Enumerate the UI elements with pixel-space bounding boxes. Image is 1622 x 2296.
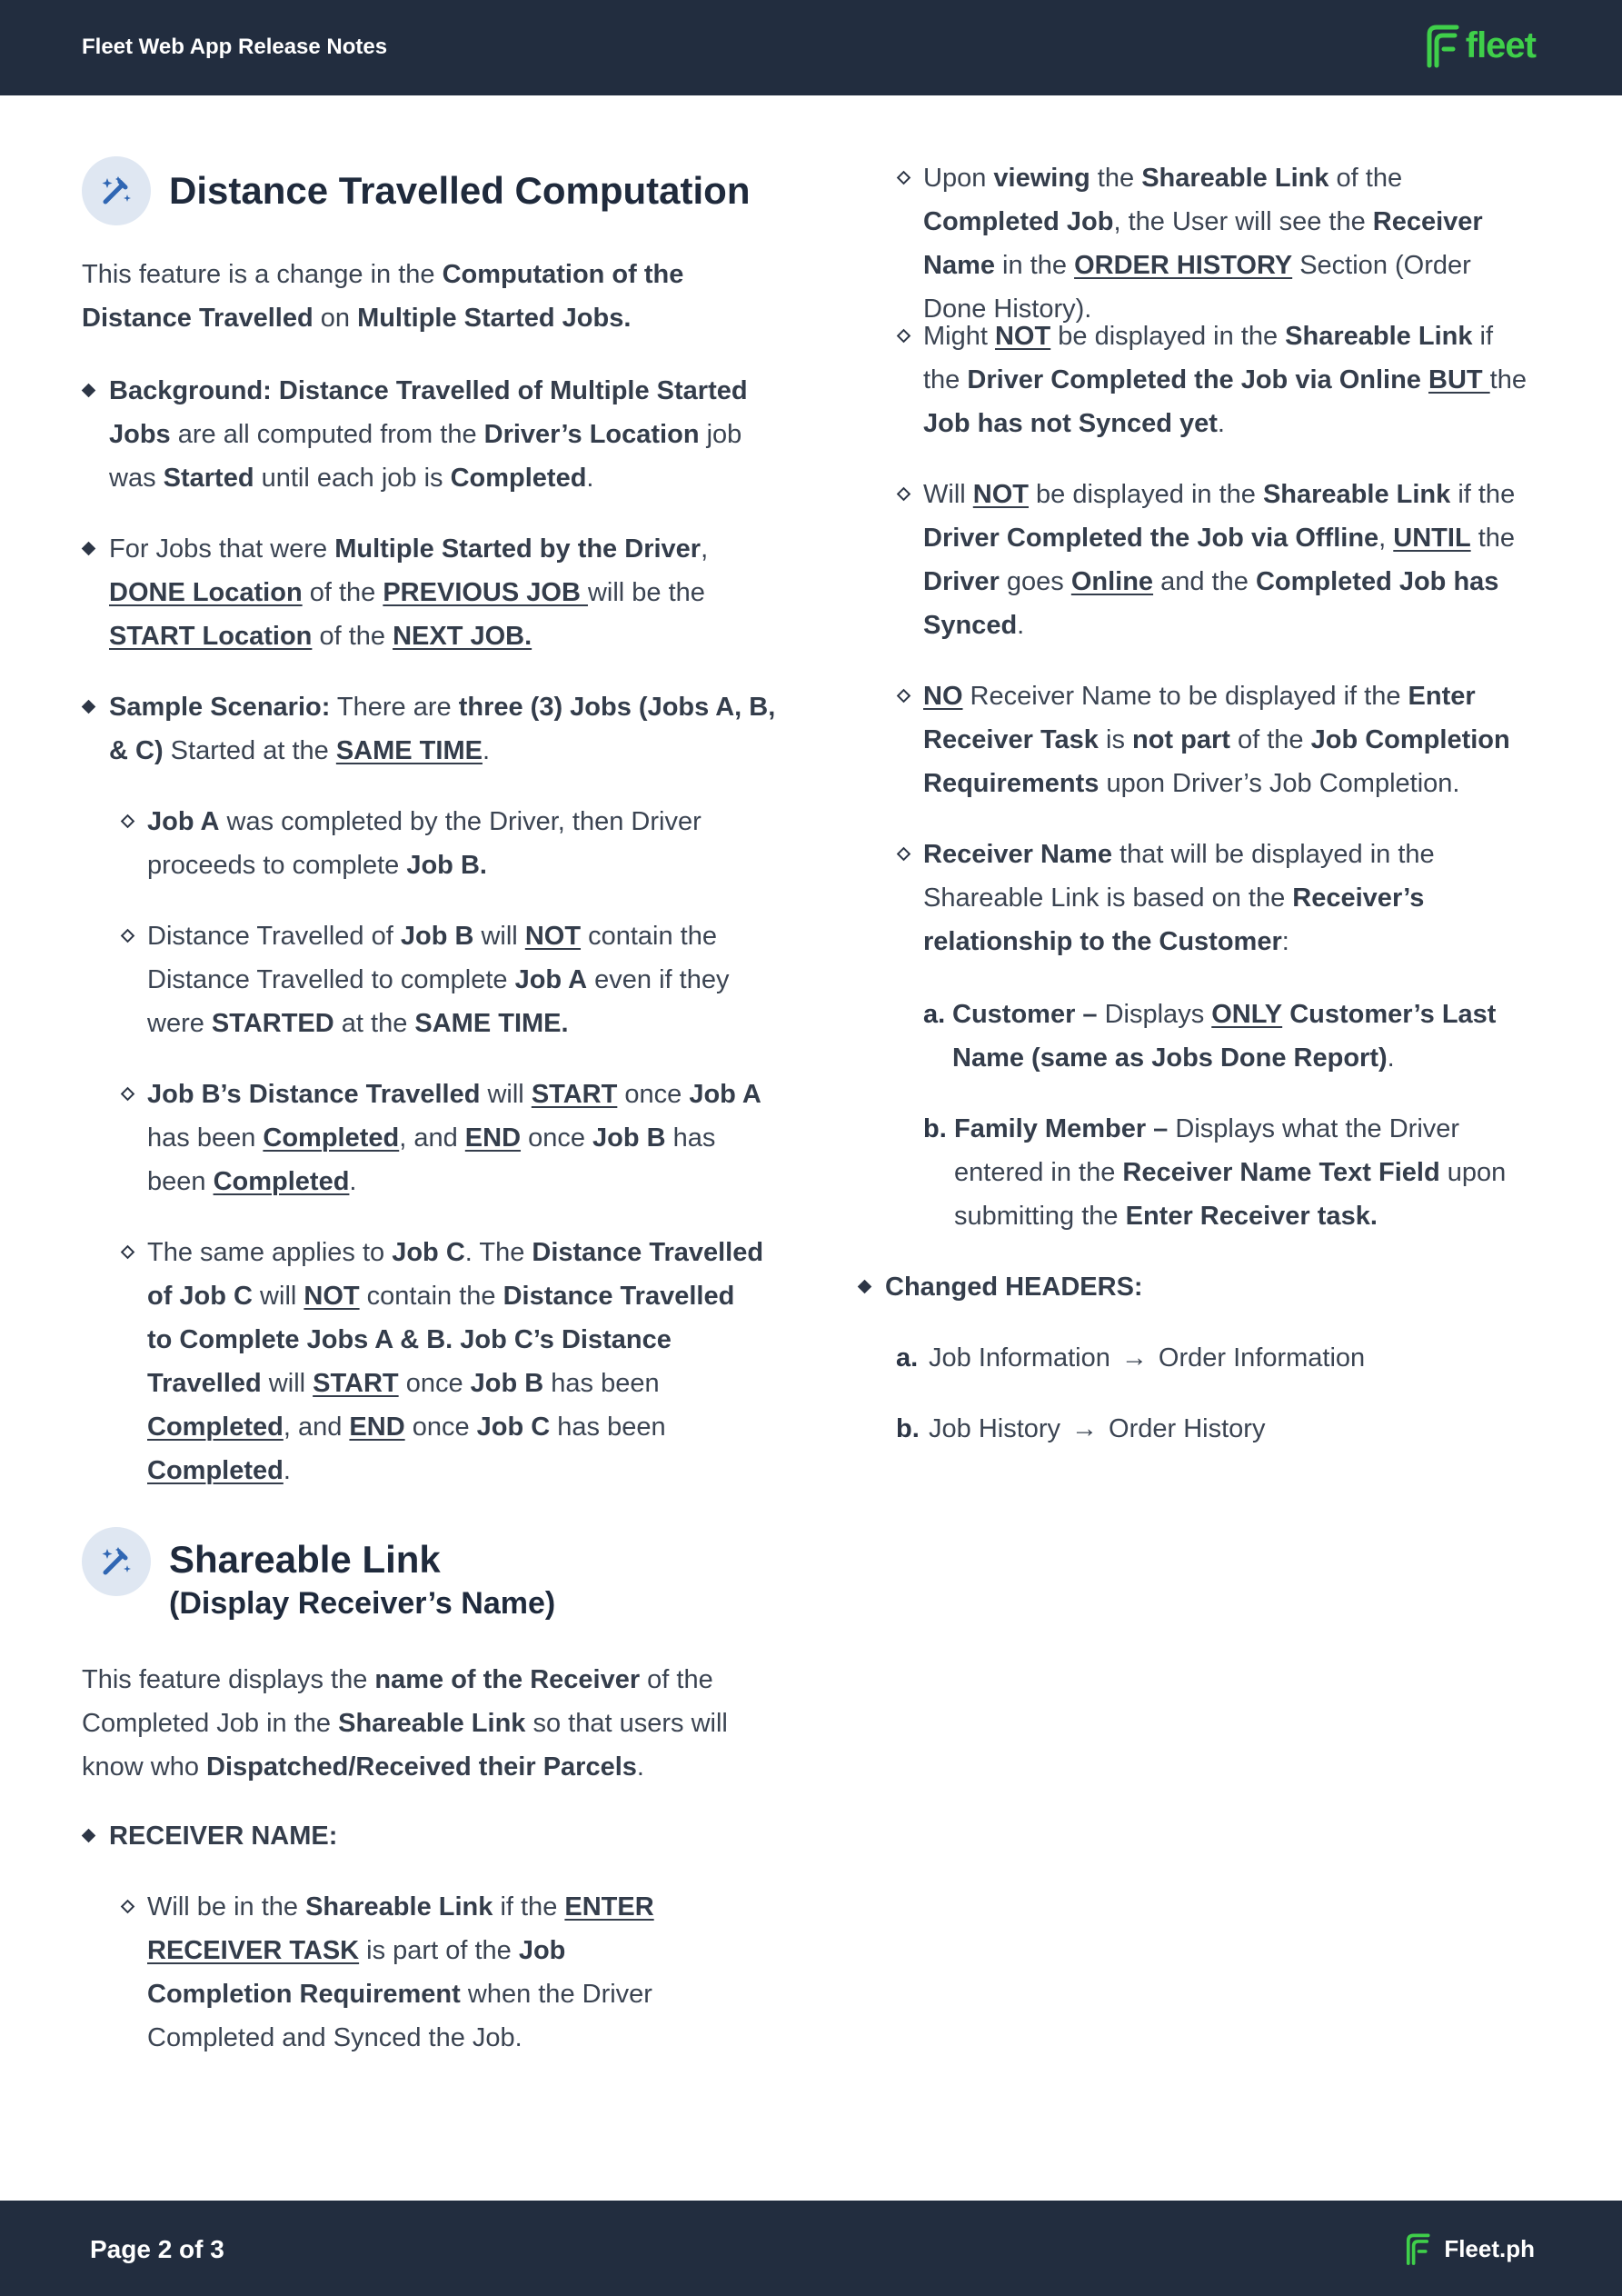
fleet-logo: [1424, 22, 1536, 69]
sub-bullet-viewing: Upon viewing the Shareable Link of the Completed Job, the User will see the Receiver Name in the ORDER HISTORY Section (Order Done History).: [896, 156, 1532, 331]
sub-bullet-marker: [897, 171, 911, 185]
sub-bullet-marker: [121, 1245, 135, 1260]
sub-bullet-marker: [897, 329, 911, 344]
section-heading-shareable: [82, 1527, 555, 1622]
list-label: b.: [896, 1414, 920, 1443]
section-intro: This feature displays the name of the Receiver of the Completed Job in the Shareable Link so that users will know who Dispatched/Received their Parcels.: [82, 1665, 728, 1782]
sub-bullet-job-a: Job A was completed by the Driver, then Driver proceeds to complete Job B.: [120, 800, 765, 887]
fleet-logo-icon: [1404, 2231, 1431, 2266]
footer-brand-text: Fleet.ph: [1444, 2234, 1535, 2262]
sub-bullet-marker: [121, 814, 135, 829]
footer-bar: [0, 2201, 1622, 2296]
sub-bullet-online: Might NOT be displayed in the Shareable Link if the Driver Completed the Job via Online BUT the Job has not Synced yet.: [896, 314, 1532, 445]
bullet-changed-headers: Changed HEADERS:: [858, 1265, 1494, 1309]
section-intro: This feature is a change in the Computation of the Distance Travelled on Multiple Started Jobs.: [82, 260, 684, 333]
sub-bullet-relationship: Receiver Name that will be displayed in the Shareable Link is based on the Receiver’s relationship to the Customer:: [896, 833, 1532, 963]
arrow-right-icon: →: [1071, 1414, 1099, 1443]
magic-wand-icon: [82, 1527, 151, 1596]
bullet-marker: [82, 384, 96, 398]
list-item-family-member: b. Family Member – Displays what the Driver entered in the Receiver Name Text Field upon submitting the Enter Receiver task.: [923, 1107, 1523, 1238]
section-heading-distance: [82, 156, 750, 225]
list-item-job-history: b. Job History → Order History: [896, 1407, 1496, 1451]
section-title: Distance Travelled Computation: [169, 169, 751, 212]
sub-bullet-marker: [121, 929, 135, 943]
list-item-customer: a. Customer – Displays ONLY Customer’s Last Name (same as Jobs Done Report).: [923, 993, 1523, 1080]
list-label: b.: [923, 1114, 947, 1143]
sub-bullet-offline: Will NOT be displayed in the Shareable Link if the Driver Completed the Job via Offline, UNTIL the Driver goes Online and the Completed Job has Synced.: [896, 473, 1532, 647]
sub-bullet-marker: [897, 487, 911, 502]
bullet-receiver-name: RECEIVER NAME:: [82, 1814, 781, 1858]
bullet-marker: [82, 700, 96, 714]
list-label: a.: [896, 1343, 919, 1373]
sub-bullet-marker: [897, 847, 911, 862]
bullet-background: Background: Distance Travelled of Multiple Started Jobs are all computed from the Driver’s Location job was Started until each job is Completed.: [82, 369, 781, 500]
sub-bullet-marker: [121, 1087, 135, 1102]
sub-bullet-marker: [897, 689, 911, 704]
magic-wand-icon: [82, 156, 151, 225]
sub-bullet-job-c: The same applies to Job C. The Distance Travelled of Job C will NOT contain the Distance Travelled to Complete Jobs A & B. Job C’s Distance Travelled will START once Job B has been Completed, and END once Job C has been Completed.: [120, 1231, 765, 1492]
footer-brand: [1404, 2231, 1535, 2266]
logo-wordmark: fleet: [1465, 25, 1536, 65]
bullet-sample-scenario: Sample Scenario: There are three (3) Jobs (Jobs A, B, & C) Started at the SAME TIME.: [82, 685, 781, 773]
page-indicator: Page 2 of 3: [90, 2235, 224, 2263]
arrow-right-icon: →: [1120, 1343, 1148, 1373]
document-title: Fleet Web App Release Notes: [82, 35, 388, 59]
sub-bullet-job-b: Distance Travelled of Job B will NOT contain the Distance Travelled to complete Job A even if they were STARTED at the SAME TIME.: [120, 914, 765, 1045]
bullet-marker: [82, 1829, 96, 1843]
section-title: Shareable Link: [169, 1538, 441, 1581]
bullet-marker: [858, 1280, 872, 1294]
section-subtitle: (Display Receiver’s Name): [169, 1586, 556, 1621]
sub-bullet-no-receiver: NO Receiver Name to be displayed if the Enter Receiver Task is not part of the Job Completion Requirements upon Driver’s Job Completion.: [896, 674, 1532, 805]
sub-bullet-marker: [121, 1900, 135, 1914]
bullet-marker: [82, 542, 96, 556]
header-bar: [0, 0, 1622, 95]
fleet-logo-icon: [1424, 22, 1460, 69]
sub-bullet-job-b-distance: Job B’s Distance Travelled will START once Job A has been Completed, and END once Job B has been Completed.: [120, 1073, 765, 1203]
sub-bullet-receiver-task: Will be in the Shareable Link if the ENTER RECEIVER TASK is part of the Job Completion Requirement when the Driver Completed and Synced the Job.: [120, 1885, 711, 2060]
list-item-job-information: a. Job Information → Order Information: [896, 1336, 1496, 1380]
bullet-multiple-started: For Jobs that were Multiple Started by the Driver, DONE Location of the PREVIOUS JOB will be the START Location of the NEXT JOB.: [82, 527, 781, 658]
list-label: a.: [923, 1000, 946, 1029]
